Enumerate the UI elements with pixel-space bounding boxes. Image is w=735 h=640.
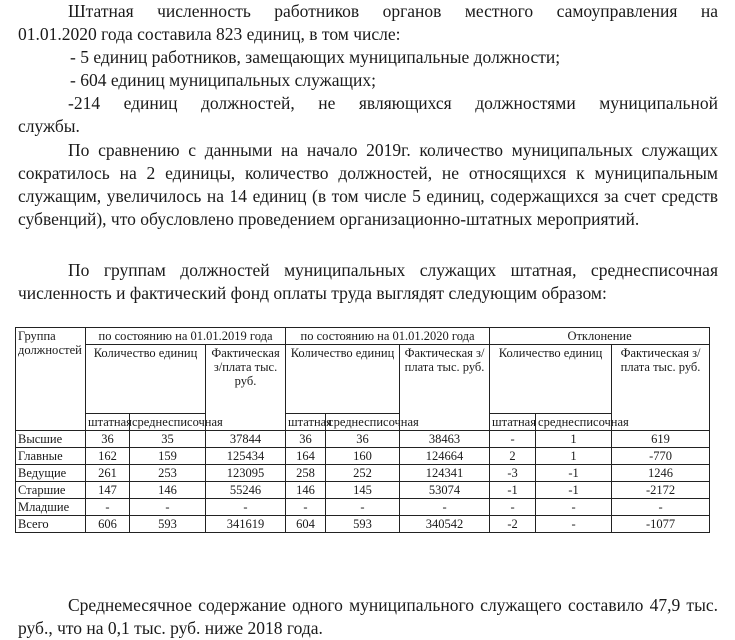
row-cell-p20: 53074: [400, 482, 490, 499]
row-cell-p19: 37844: [206, 431, 286, 448]
row-group-name: Младшие: [16, 499, 86, 516]
header-2019-pay: Фактическая з/плата тыс. руб.: [206, 345, 286, 431]
row-cell-s19: 147: [86, 482, 130, 499]
row-cell-s20: 258: [286, 465, 326, 482]
row-cell-ds: -1: [490, 482, 536, 499]
row-cell-s20: 604: [286, 516, 326, 533]
row-cell-dp: -1077: [612, 516, 710, 533]
table-row: [16, 431, 710, 448]
row-cell-dp: 619: [612, 431, 710, 448]
row-cell-s20: 36: [286, 431, 326, 448]
groups-intro-paragraph: По группам должностей муниципальных служащих штатная, среднесписочная численность и фактический фонд оплаты труда выглядят следующим образом:: [18, 260, 718, 303]
row-cell-dp: 1246: [612, 465, 710, 482]
header-deviation: Отклонение: [490, 328, 710, 345]
table-header-row-2: [16, 345, 710, 414]
intro-line-1: Штатная численность работников органов местного самоуправления на: [68, 1, 718, 21]
header-dev-staff: штатная: [490, 414, 536, 431]
header-dev-pay: Фактическая з/плата тыс. руб.: [612, 345, 710, 431]
header-2019-count: Количество единиц: [86, 345, 206, 414]
row-cell-a19: -: [130, 499, 206, 516]
header-dev-avg: среднесписочная: [536, 414, 612, 431]
row-cell-p19: 125434: [206, 448, 286, 465]
row-cell-dp: -770: [612, 448, 710, 465]
header-2020-count: Количество единиц: [286, 345, 400, 414]
row-cell-ds: 2: [490, 448, 536, 465]
row-cell-a19: 253: [130, 465, 206, 482]
row-cell-dp: -2172: [612, 482, 710, 499]
row-cell-s19: 36: [86, 431, 130, 448]
row-cell-p20: 124664: [400, 448, 490, 465]
intro-paragraph: [18, 0, 718, 138]
row-cell-a19: 146: [130, 482, 206, 499]
row-cell-da: 1: [536, 431, 612, 448]
row-cell-p20: -: [400, 499, 490, 516]
row-cell-a20: 36: [326, 431, 400, 448]
row-cell-p20: 340542: [400, 516, 490, 533]
table-row: [16, 499, 710, 516]
row-cell-dp: -: [612, 499, 710, 516]
table-header-row-3: [16, 414, 710, 431]
header-dev-count: Количество единиц: [490, 345, 612, 414]
row-cell-da: -: [536, 516, 612, 533]
header-2020-staff: штатная: [286, 414, 326, 431]
row-cell-a20: 160: [326, 448, 400, 465]
row-group-name: Всего: [16, 516, 86, 533]
row-cell-s20: -: [286, 499, 326, 516]
row-cell-ds: -: [490, 499, 536, 516]
row-cell-a20: 593: [326, 516, 400, 533]
row-group-name: Ведущие: [16, 465, 86, 482]
row-cell-s19: 261: [86, 465, 130, 482]
header-2020-avg: среднесписочная: [326, 414, 400, 431]
row-cell-p19: 341619: [206, 516, 286, 533]
row-cell-ds: -: [490, 431, 536, 448]
row-cell-da: -: [536, 499, 612, 516]
table-row: [16, 516, 710, 533]
row-cell-da: -1: [536, 465, 612, 482]
intro-item-2: - 604 единиц муниципальных служащих;: [70, 70, 376, 90]
row-cell-a19: 35: [130, 431, 206, 448]
table-row: [16, 448, 710, 465]
row-group-name: Старшие: [16, 482, 86, 499]
intro-item-3-cont: службы.: [18, 116, 80, 136]
row-cell-a19: 159: [130, 448, 206, 465]
header-group: Группа должностей: [16, 328, 86, 431]
row-cell-a19: 593: [130, 516, 206, 533]
row-cell-a20: 252: [326, 465, 400, 482]
intro-line-2: 01.01.2020 года составила 823 единиц, в том числе:: [18, 24, 401, 44]
row-cell-a20: -: [326, 499, 400, 516]
row-cell-s19: 606: [86, 516, 130, 533]
table-row: [16, 465, 710, 482]
row-cell-p19: 123095: [206, 465, 286, 482]
table-header-row-1: [16, 328, 710, 345]
header-2019: по состоянию на 01.01.2019 года: [86, 328, 286, 345]
header-2020-pay: Фактическая з/плата тыс. руб.: [400, 345, 490, 431]
comparison-paragraph: По сравнению с данными на начало 2019г. количество муниципальных служащих сократилось на 2 единицы, количество должностей, не относящихся к муниципальным служащим, увеличилось на 14 единиц (в том числе 5 единиц, содержащихся за счет средств субвенций), что обусловлено проведением организационно-штатных мероприятий.: [18, 140, 718, 229]
row-cell-ds: -3: [490, 465, 536, 482]
row-cell-a20: 145: [326, 482, 400, 499]
row-cell-s19: -: [86, 499, 130, 516]
row-cell-da: -1: [536, 482, 612, 499]
intro-item-3: -214 единиц должностей, не являющихся должностями муниципальной: [68, 93, 718, 113]
row-cell-p19: -: [206, 499, 286, 516]
row-cell-p20: 124341: [400, 465, 490, 482]
header-2019-staff: штатная: [86, 414, 130, 431]
intro-item-1: - 5 единиц работников, замещающих муниципальные должности;: [70, 47, 561, 67]
table-body: [16, 431, 710, 533]
row-group-name: Высшие: [16, 431, 86, 448]
staff-table: [15, 327, 710, 533]
closing-paragraph: Среднемесячное содержание одного муниципального служащего составило 47,9 тыс. руб., что на 0,1 тыс. руб. ниже 2018 года.: [18, 595, 718, 638]
row-cell-da: 1: [536, 448, 612, 465]
row-cell-s20: 146: [286, 482, 326, 499]
row-cell-ds: -2: [490, 516, 536, 533]
row-cell-p19: 55246: [206, 482, 286, 499]
row-group-name: Главные: [16, 448, 86, 465]
table-row: [16, 482, 710, 499]
row-cell-s20: 164: [286, 448, 326, 465]
row-cell-p20: 38463: [400, 431, 490, 448]
header-2020: по состоянию на 01.01.2020 года: [286, 328, 490, 345]
header-2019-avg: среднесписочная: [130, 414, 206, 431]
row-cell-s19: 162: [86, 448, 130, 465]
